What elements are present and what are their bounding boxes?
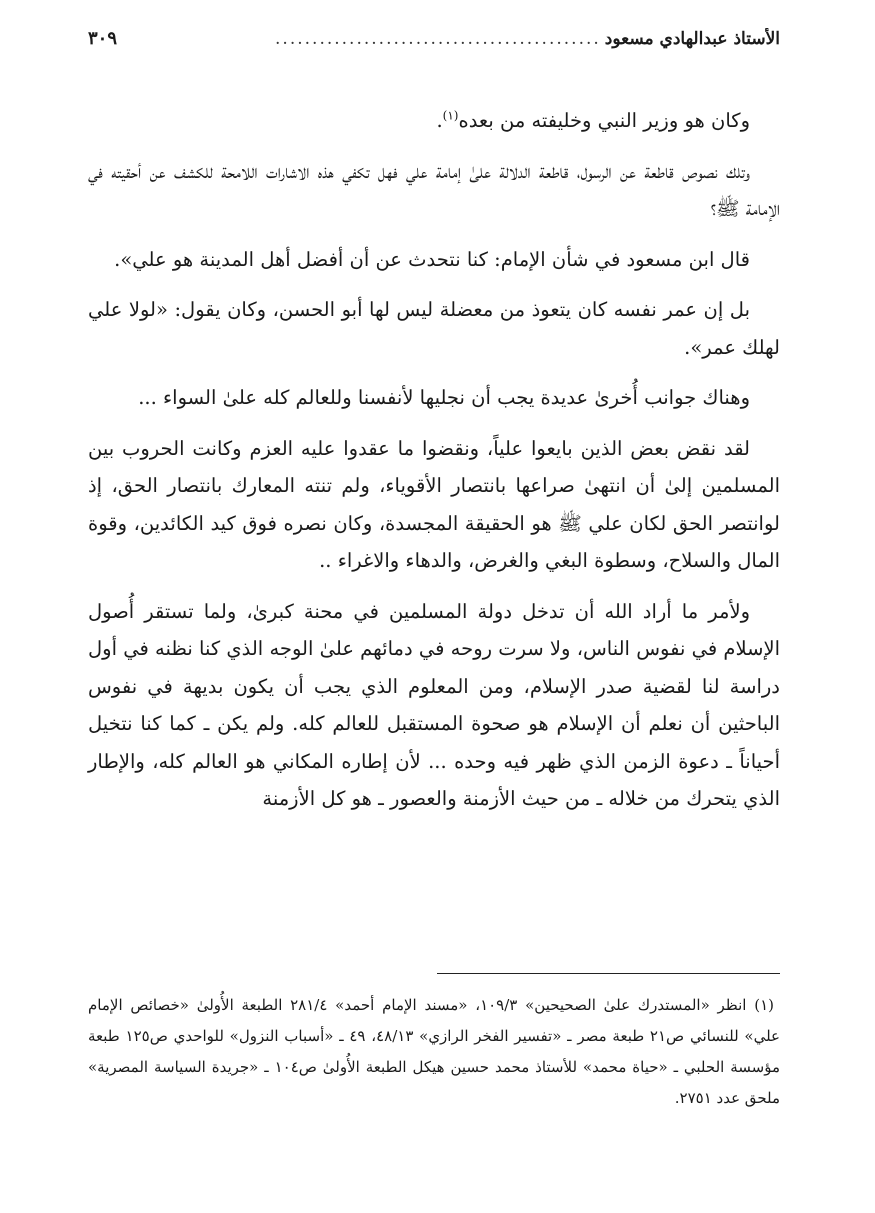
paragraph-tail: .	[436, 109, 443, 132]
page-number: ٣٠٩	[88, 28, 118, 49]
paragraph: لقد نقض بعض الذين بايعوا علياً، ونقضوا ما عقدوا عليه العزم وكانت الحروب بين المسلمين إلىٰ أن انتهىٰ صراعها بانتصار الأقوياء، ولم تنته المعارك بانتصار الحق، إذ لوانتصر الحق لكان علي ﷺ هو الحقيقة المجسدة، وكان نصره فوق كيد الكائدين، وقوة المال والسلاح، وسطوة البغي والغرض، والدهاء والاغراء ..	[88, 436, 780, 572]
paragraph-text: وكان هو وزير النبي وخليفته من بعده	[458, 109, 750, 132]
book-page	[88, 28, 780, 1107]
paragraph: وهناك جوانب أُخرىٰ عديدة يجب أن نجليها لأنفسنا وللعالم كله علىٰ السواء ...	[138, 386, 750, 409]
main-text	[88, 102, 780, 818]
footnote: (١) انظر «المستدرك علىٰ الصحيحين» ١٠٩/٣، «مسند الإمام أحمد» ٢٨١/٤ الطبعة الأُولىٰ «خصائص الإمام علي» للنسائي ص٢١ طبعة مصر ـ «تفسير الفخر الرازي» ٤٨/١٣، ٤٩ ـ «أسباب النزول» للواحدي ص١٢٥ طبعة مؤسسة الحلبي ـ «حياة محمد» للأستاذ محمد حسين هيكل الطبعة الأُولىٰ ص١٠٤ ـ «جريدة السياسة المصرية» ملحق عدد ٢٧٥١.	[88, 996, 780, 1107]
footnote-reference: (١)	[442, 108, 459, 123]
paragraph: وتلك نصوص قاطعة عن الرسول، قاطعة الدلالة علىٰ إمامة علي فهل تكفي هذه الاشارات اللامحة للكشف عن أحقيته في الإمامة ﷺ؟	[88, 159, 780, 220]
paragraph	[88, 102, 780, 140]
running-header-author: الأستاذ عبدالهادي مسعود	[604, 29, 780, 49]
paragraph: بل إن عمر نفسه كان يتعوذ من معضلة ليس لها أبو الحسن، وكان يقول: «لولا علي لهلك عمر».	[88, 298, 780, 359]
leader-dots: ............................................	[275, 29, 601, 49]
paragraph: ولأمر ما أراد الله أن تدخل دولة المسلمين في محنة كبرىٰ، ولما تستقر أُصول الإسلام في نفوس الناس، ولا سرت روحه في دمائهم علىٰ الوجه الذي كنا نظنه في أول دراسة لنا لقضية صدر الإسلام، ومن المعلوم الذي يجب أن يكون بديهة في نفوس الباحثين أن نعلم أن الإسلام هو صحوة المستقبل للعالم كله. ولم يكن ـ كما كنا نتخيل أحياناً ـ دعوة الزمن الذي ظهر فيه وحده ... لأن إطاره المكاني هو العالم كله، والإطار الذي يتحرك من خلاله ـ من حيث الأزمنة والعصور ـ هو كل الأزمنة	[88, 599, 780, 810]
paragraph: قال ابن مسعود في شأن الإمام: كنا نتحدث عن أن أفضل أهل المدينة هو علي».	[114, 247, 750, 271]
footnote-separator	[437, 973, 780, 974]
running-header	[88, 28, 780, 64]
